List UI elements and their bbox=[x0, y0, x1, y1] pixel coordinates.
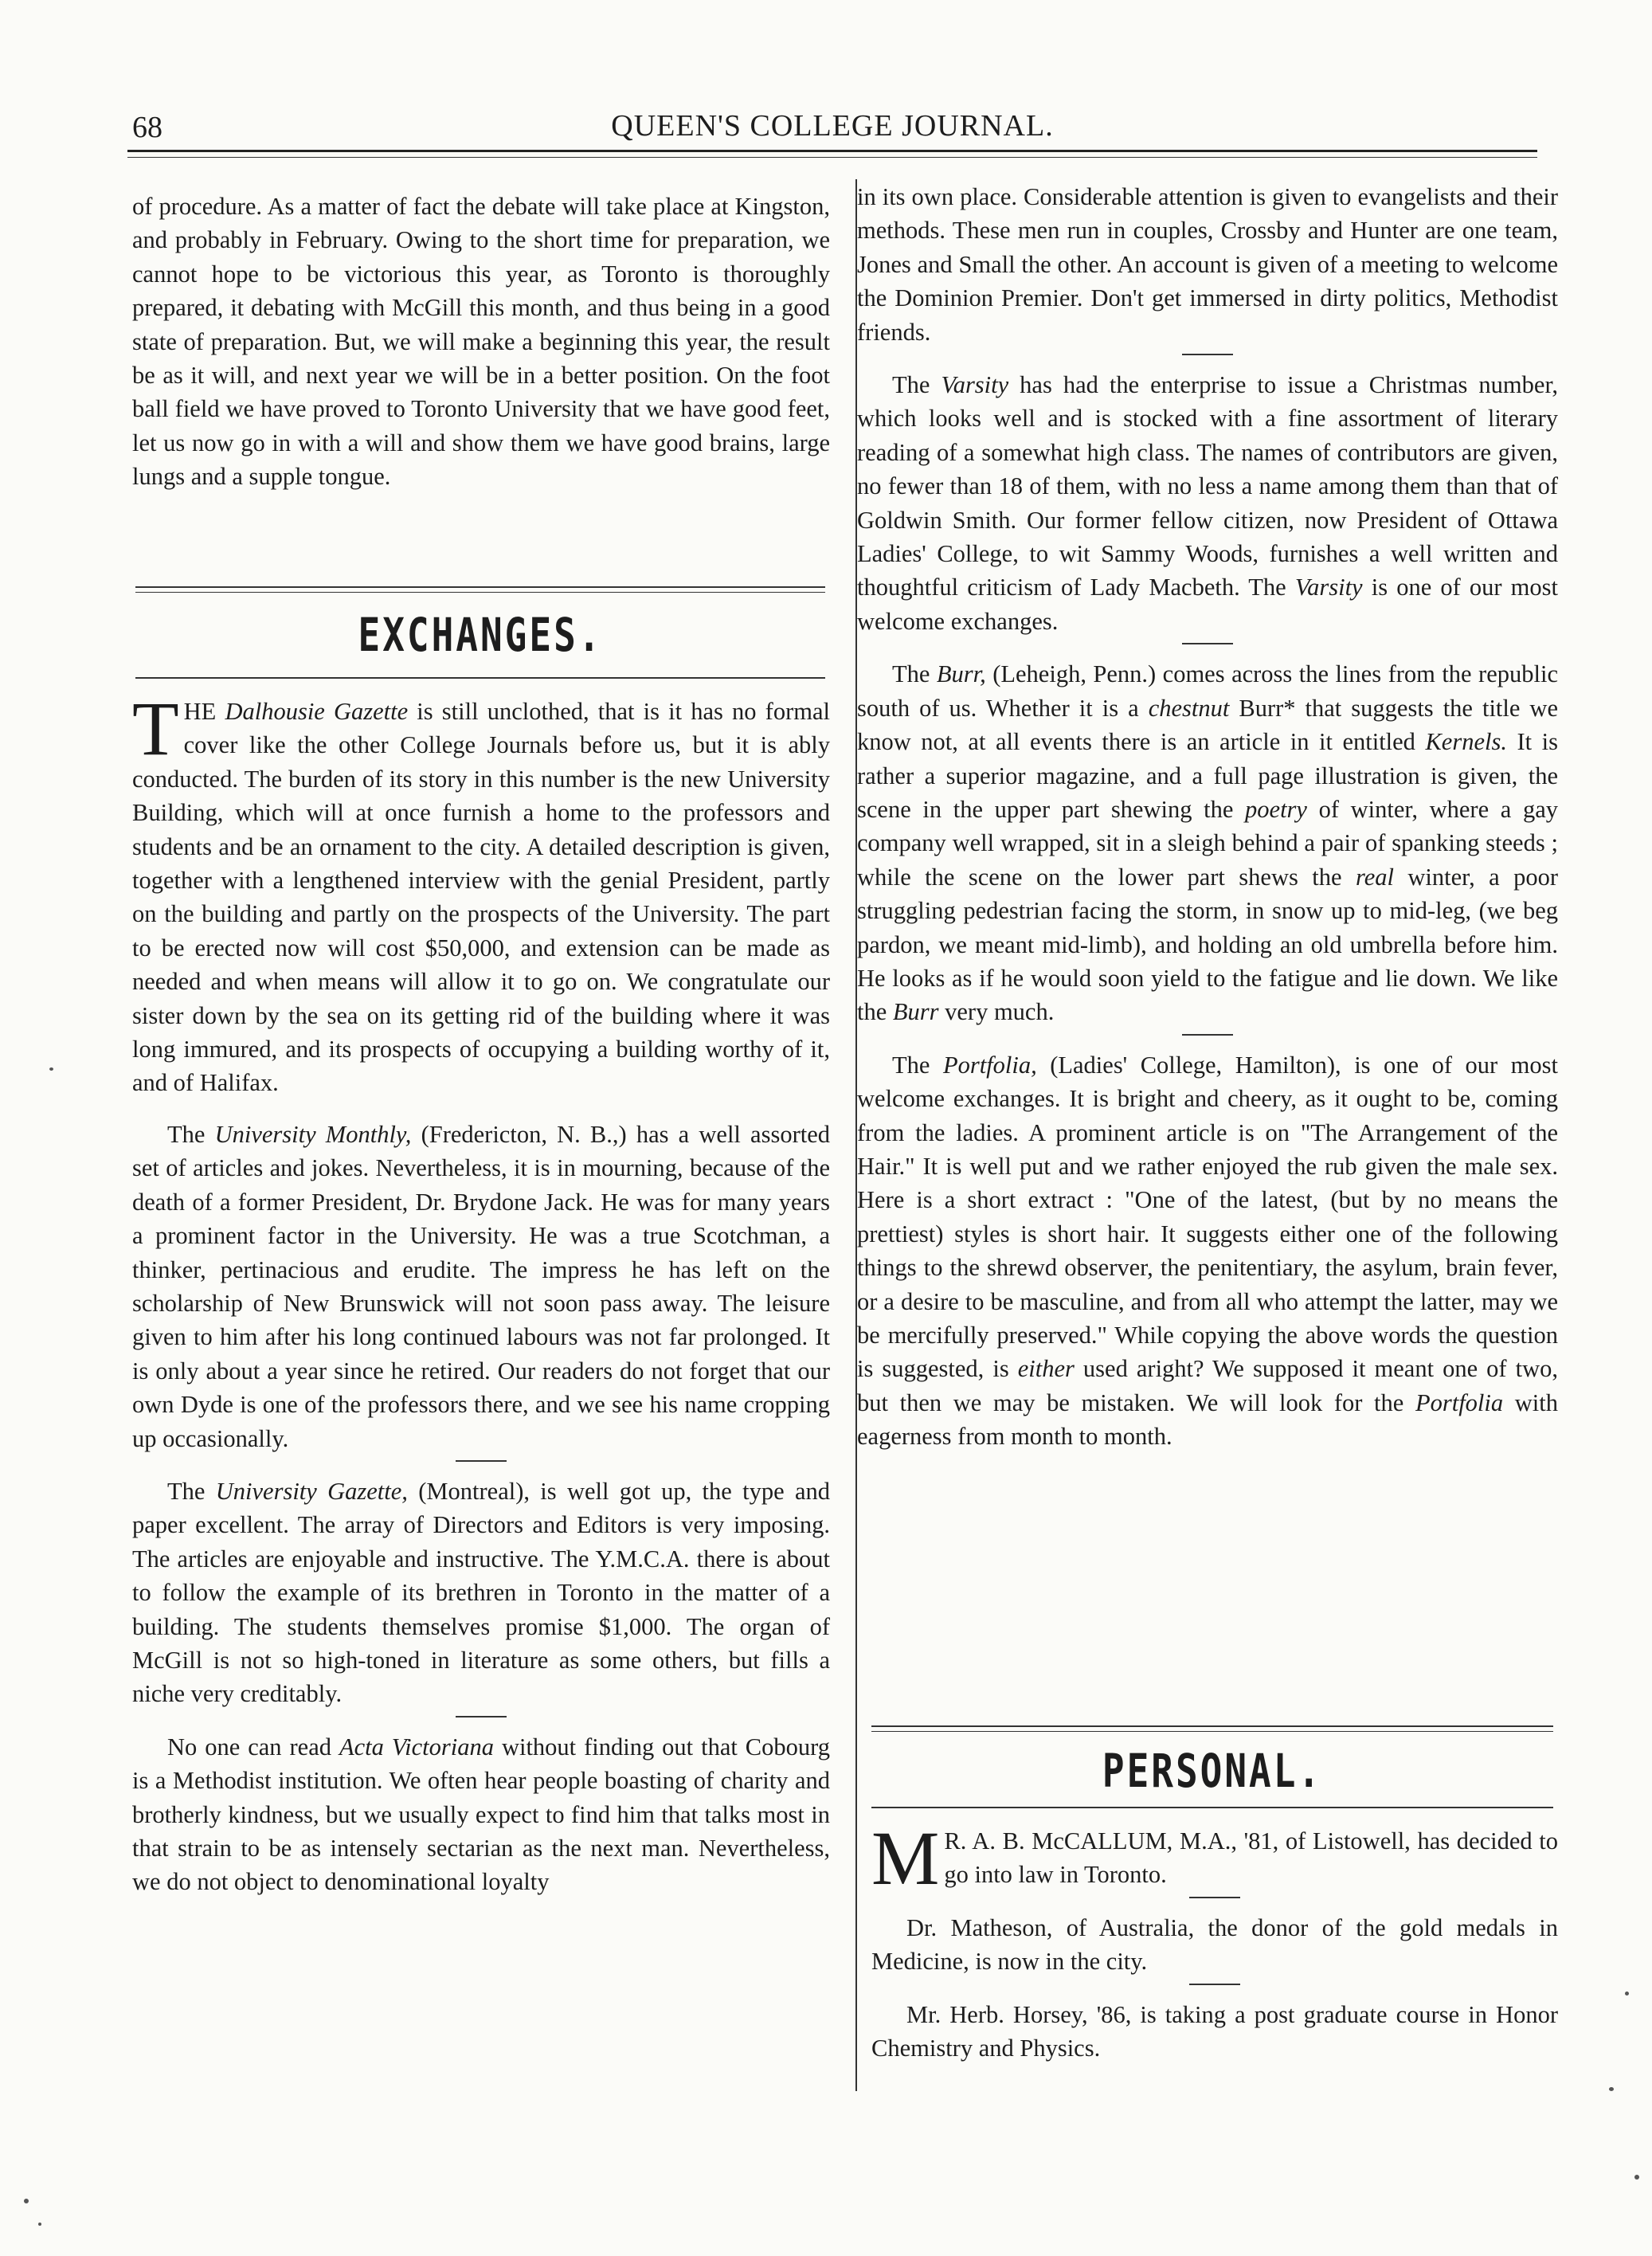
horsey-paragraph: Mr. Herb. Horsey, '86, is taking a post graduate course in Honor Chemistry and Physics. bbox=[871, 2000, 1558, 2062]
dalhousie-paragraph: THE Dalhousie Gazette is still unclothed, that is it has no formal cover like the other College Journals before us, but it is ably conducted. The burden of its story in this number is the new University Building, which will at once furnish a home to the professors and students and be an ornament to the city. A detailed description is given, together with a lengthened interview with the genial President, partly on the building and partly on the prospects of the University. The part to be erected now will cost $50,000, and extension can be made as needed and when means will allow it to go on. We congratulate our sister down by the sea on its getting rid of the building where it was long immured, and its prospects of occupying a building worthy of it, and of Halifax. bbox=[132, 686, 830, 1097]
scan-speck bbox=[1609, 2087, 1614, 2091]
portfolia-paragraph: The Portfolia, (Ladies' College, Hamilton), is one of our most welcome exchanges. It is bright and cheery, as it ought to be, coming from the ladies. A prominent article is on "The Arrangement of the Hair." It is well put and we rather enjoyed the rub given the male sex. Here is a short extract : "One of the latest, (but by no means the prettiest) styles is short hair. It suggests either one of the following things to the shrewd observer, the penitentiary, the asylum, brain fever, or a desire to be masculine, and from all who attempt the latter, may we be mercifully preserved." While copying the above words the question is suggested, is either used aright? We supposed it meant one of two, but then we may be mistaken. We will look for the Portfolia with eagerness from month to month. bbox=[857, 1051, 1558, 1451]
separator bbox=[1182, 354, 1233, 355]
acta-continuation-paragraph: in its own place. Considerable attention is given to evangelists and their methods. These men run in couples, Crossby and Hunter are one team, Jones and Small the other. An account is given of a meeting to welcome the Dominion Premier. Don't get immersed in dirty politics, Methodist friends. bbox=[857, 183, 1558, 346]
exchanges-heading: EXCHANGES. bbox=[358, 608, 603, 662]
journal-title: QUEEN'S COLLEGE JOURNAL. bbox=[611, 109, 1054, 143]
separator bbox=[1189, 1897, 1240, 1898]
scan-speck bbox=[49, 1067, 53, 1071]
university-gazette-paragraph: The University Gazette, (Montreal), is well got up, the type and paper excellent. The array of Directors and Editors is very imposing. The articles are enjoyable and instructive. The Y.M.C.A. there is about to follow the example of its brethren in Toronto in the matter of a building. The students themselves promise $1,000. The organ of McGill is not so high-toned in literature as some others, but fills a niche very creditably. bbox=[132, 1477, 830, 1708]
burr-paragraph: The Burr, (Leheigh, Penn.) comes across the lines from the republic south of us. Whether it is a chestnut Burr* that suggests the title we know not, at all events there is an article in it entitled Kernels. It is rather a superior magazine, and a full page illustration is given, the scene in the upper part shewing the poetry of winter, where a gay company well wrapped, sit in a sleigh behind a pair of spanking steeds ; while the scene on the lower part shews the real winter, a poor struggling pedestrian facing the storm, in snow up to mid-leg, (we beg pardon, we meant mid-limb), and holding an old umbrella before him. He looks as if he would soon yield to the fatigue and lie down. We like the Burr very much. bbox=[857, 660, 1558, 1026]
university-monthly-paragraph: The University Monthly, (Fredericton, N. B.,) has a well assorted set of articles and jokes. Nevertheless, it is in mourning, because of the death of a former President, Dr. Brydone Jack. He was for many years a prominent factor in the University. He was a true Scotchman, a thinker, pertinacious and erudite. The impress he has left on the scholarship of New Brunswick will not soon pass away. The leisure given to him after his long continued labours was not far prolonged. It is only about a year since he retired. Our readers do not forget that our own Dyde is one of the professors there, and we see his name cropping up occasionally. bbox=[132, 1120, 831, 1452]
separator bbox=[1182, 1034, 1233, 1036]
matheson-paragraph: Dr. Matheson, of Australia, the donor of the gold medals in Medicine, is now in the city. bbox=[871, 1913, 1558, 1976]
dropcap-t: T bbox=[132, 686, 179, 771]
exchanges-underline bbox=[135, 677, 825, 679]
acta-victoriana-paragraph: No one can read Acta Victoriana without finding out that Cobourg is a Methodist institution. We often hear people boasting of charity and brotherly kindness, but we usually expect to find him that talks most in that strain to be as intensely sectarian as the next man. Nevertheless, we do not object to denominational loyalty bbox=[132, 1733, 830, 1896]
scan-speck bbox=[1625, 1992, 1629, 1996]
dropcap-m: M bbox=[871, 1815, 940, 1901]
scan-speck bbox=[1634, 2175, 1639, 2180]
left-column-exchanges bbox=[132, 686, 831, 1899]
personal-underline bbox=[871, 1807, 1553, 1808]
scan-speck bbox=[24, 2199, 29, 2203]
header-rule bbox=[127, 150, 1537, 158]
debate-paragraph: of procedure. As a matter of fact the debate will take place at Kingston, and probably in February. Owing to the short time for preparation, we cannot hope to be victorious this year, as Toronto is thoroughly prepared, it debating with McGill this month, and thus being in a good state of preparation. But, we will make a beginning this year, the result be as it will, and next year we will be in a better position. On the foot ball field we have proved to Toronto University that we have good feet, let us now go in with a will and show them we have good brains, large lungs and a supple tongue. bbox=[132, 193, 830, 491]
separator bbox=[456, 1460, 507, 1462]
varsity-paragraph: The Varsity has had the enterprise to issue a Christmas number, which looks well and is stocked with a fine assortment of literary reading of a somewhat high class. The names of contributors are given, no fewer than 18 of them, with no less a name among them than that of Goldwin Smith. Our former fellow citizen, now President of Ottawa Ladies' College, to wit Sammy Woods, furnishes a well written and thoughtful criticism of Lady Macbeth. The Varsity is one of our most welcome exchanges. bbox=[857, 371, 1559, 635]
scan-speck bbox=[38, 2223, 41, 2226]
right-column bbox=[857, 180, 1558, 1454]
personal-column bbox=[871, 1815, 1558, 2065]
mccallum-paragraph: M R. A. B. McCALLUM, M.A., '81, of Listowell, has decided to go into law in Toronto. bbox=[871, 1815, 1558, 1901]
personal-heading: PERSONAL. bbox=[1102, 1744, 1323, 1798]
separator bbox=[456, 1716, 507, 1717]
personal-top-rule bbox=[871, 1725, 1553, 1732]
separator bbox=[1182, 643, 1233, 644]
dalhousie-gazette-title: Dalhousie Gazette bbox=[225, 698, 409, 725]
page-header bbox=[127, 105, 1537, 153]
separator bbox=[1189, 1984, 1240, 1985]
left-column-intro bbox=[132, 190, 830, 494]
page-number: 68 bbox=[132, 111, 162, 144]
exchanges-top-rule bbox=[135, 586, 825, 593]
